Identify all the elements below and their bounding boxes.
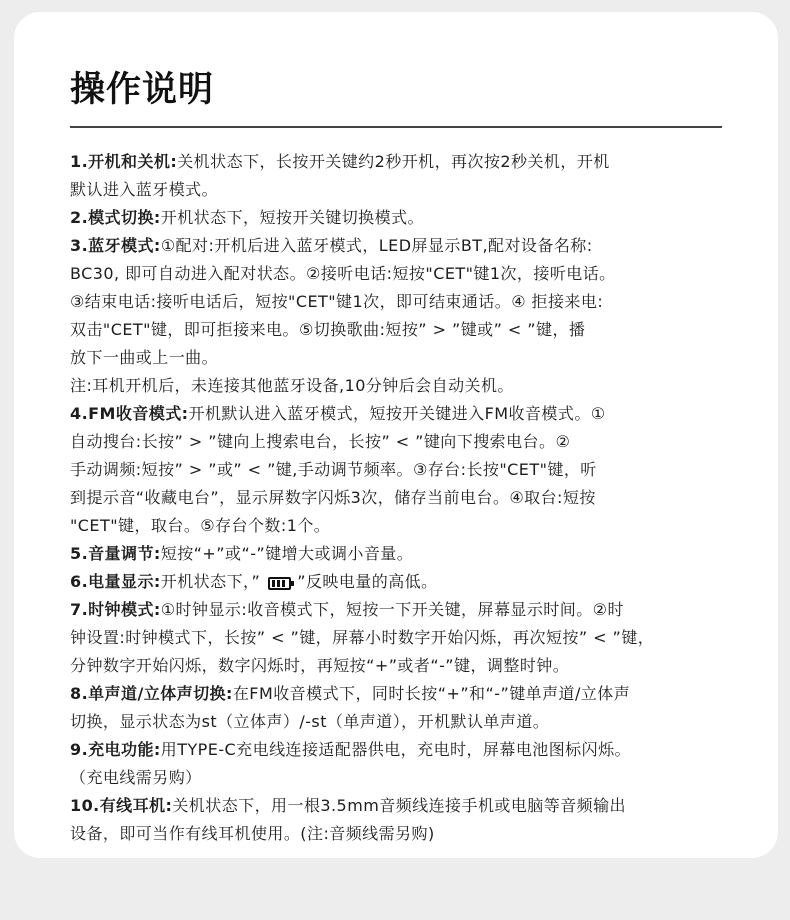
- instruction-line: [70, 318, 585, 342]
- instruction-line: [70, 486, 596, 510]
- instruction-line: [70, 654, 569, 678]
- instruction-text: ③结束电话:接听电话后，短按"CET"键1次，即可结束通话。④ 拒接来电:: [70, 292, 604, 311]
- instruction-text: 开机状态下，”: [160, 572, 261, 591]
- instruction-line: [70, 682, 630, 706]
- instruction-text: 钟设置:时钟模式下，长按” < ”键，屏幕小时数字开始闪烁，再次短按” < ”键，: [70, 628, 655, 647]
- instruction-line: [70, 206, 424, 230]
- instruction-text: 放下一曲或上一曲。: [70, 348, 219, 367]
- instruction-text: ①配对:开机后进入蓝牙模式，LED屏显示BT,配对设备名称:: [160, 236, 593, 255]
- instruction-text: 短按“+”或“-”键增大或调小音量。: [160, 544, 414, 563]
- instruction-line: [70, 290, 603, 314]
- instruction-text: 用TYPE-C充电线连接适配器供电，充电时，屏幕电池图标闪烁。: [160, 740, 631, 759]
- instruction-text: 关机状态下，长按开关键约2秒开机，再次按2秒关机，开机: [177, 152, 610, 171]
- battery-icon: [268, 577, 291, 590]
- instruction-text: "CET"键，取台。⑤存台个数:1个。: [70, 516, 331, 535]
- instruction-line: [70, 374, 514, 398]
- instruction-text: ①时钟显示:收音模式下，短按一下开关键，屏幕显示时间。②时: [160, 600, 624, 619]
- instruction-text: 开机状态下，短按开关键切换模式。: [160, 208, 424, 227]
- page-title: 操作说明: [70, 70, 215, 110]
- instruction-line: [70, 822, 435, 846]
- section-heading: 4.FM收音模式:: [70, 404, 189, 423]
- instruction-line: [70, 458, 597, 482]
- section-heading: 5.音量调节:: [70, 544, 161, 563]
- instruction-line: [70, 598, 624, 622]
- section-heading: 6.电量显示:: [70, 572, 161, 591]
- instruction-line: [70, 150, 610, 174]
- instruction-line: [70, 262, 616, 286]
- instruction-line: [70, 738, 631, 762]
- instruction-text: 手动调频:短按” > ”或” < ”键,手动调节频率。③存台:长按"CET"键，听: [70, 460, 597, 479]
- instruction-line: [70, 514, 330, 538]
- section-heading: 8.单声道/立体声切换:: [70, 684, 233, 703]
- instruction-text: 切换，显示状态为st（立体声）/-st（单声道），开机默认单声道。: [70, 712, 550, 731]
- instruction-text: BC30, 即可自动进入配对状态。②接听电话:短按"CET"键1次，接听电话。: [70, 264, 616, 283]
- instruction-line: [70, 234, 593, 258]
- section-heading: 3.蓝牙模式:: [70, 236, 161, 255]
- instruction-text: 在FM收音模式下，同时长按“+”和“-”键单声道/立体声: [232, 684, 631, 703]
- instruction-text: 双击"CET"键，即可拒接来电。⑤切换歌曲:短按” > ”键或” < ”键，播: [70, 320, 586, 339]
- instruction-text: ”反映电量的高低。: [297, 572, 438, 591]
- instruction-line: [70, 626, 654, 650]
- instruction-text: 默认进入蓝牙模式。: [70, 180, 219, 199]
- section-heading: 9.充电功能:: [70, 740, 161, 759]
- instruction-line: [70, 570, 438, 594]
- instruction-line: [70, 710, 549, 734]
- instruction-line: [70, 766, 202, 790]
- instruction-text: 分钟数字开始闪烁，数字闪烁时，再短按“+”或者“-”键，调整时钟。: [70, 656, 570, 675]
- instruction-line: [70, 346, 218, 370]
- section-heading: 2.模式切换:: [70, 208, 161, 227]
- instruction-text: 关机状态下，用一根3.5mm音频线连接手机或电脑等音频输出: [172, 796, 627, 815]
- instruction-text: （充电线需另购）: [70, 768, 202, 787]
- instruction-text: 设备，即可当作有线耳机使用。(注:音频线需另购): [70, 824, 435, 843]
- instruction-line: [70, 794, 626, 818]
- instruction-text: 自动搜台:长按” > ”键向上搜索电台，长按” < ”键向下搜索电台。②: [70, 432, 571, 451]
- section-heading: 7.时钟模式:: [70, 600, 161, 619]
- instruction-line: [70, 178, 218, 202]
- instruction-line: [70, 402, 606, 426]
- instructions-card: [14, 12, 778, 858]
- instruction-line: [70, 542, 413, 566]
- instruction-text: 开机默认进入蓝牙模式，短按开关键进入FM收音模式。①: [188, 404, 606, 423]
- section-heading: 10.有线耳机:: [70, 796, 173, 815]
- title-divider: [70, 126, 722, 128]
- instruction-text: 到提示音“收藏电台”，显示屏数字闪烁3次，储存当前电台。④取台:短按: [70, 488, 596, 507]
- instruction-line: [70, 430, 570, 454]
- instruction-text: 注:耳机开机后，未连接其他蓝牙设备,10分钟后会自动关机。: [70, 376, 514, 395]
- section-heading: 1.开机和关机:: [70, 152, 178, 171]
